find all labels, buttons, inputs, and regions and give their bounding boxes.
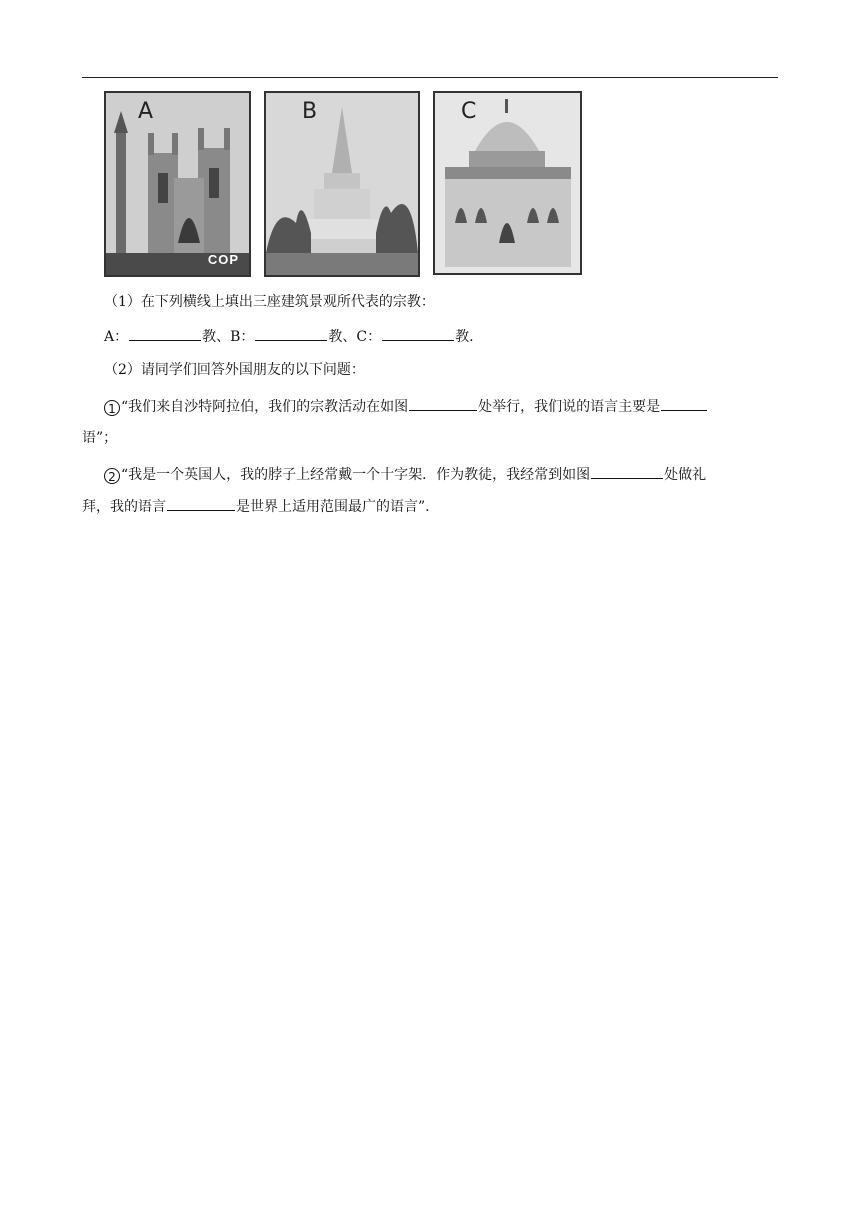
photo-a-church <box>104 91 251 277</box>
circled-number-2: 2 <box>104 468 120 484</box>
q2-item2-part3: 拜，我的语言 <box>82 499 166 515</box>
q2-item2-part4: 是世界上适用范围最广的语言”. <box>236 499 430 515</box>
q2-prompt-text: （2）请同学们回答外国朋友的以下问题： <box>104 362 365 378</box>
q1-suffix-b: 教、C： <box>328 329 382 345</box>
q2-prompt <box>104 360 804 380</box>
q1-answers <box>104 326 804 347</box>
blank-a-religion[interactable] <box>129 326 201 341</box>
q2-item1-part2: 处举行，我们说的语言主要是 <box>478 399 661 415</box>
q2-item2-line2 <box>82 496 782 517</box>
q1-suffix-a: 教、B： <box>202 329 255 345</box>
photo-c-mosque <box>433 91 582 275</box>
photo-b-letter: B <box>302 99 318 124</box>
blank-c-religion[interactable] <box>382 326 454 341</box>
mosque-illustration <box>435 93 580 273</box>
q2-item1-part3: 语”； <box>82 430 118 446</box>
blank-saudi-location[interactable] <box>409 396 477 411</box>
blank-b-religion[interactable] <box>255 326 327 341</box>
photo-b-pagoda <box>264 91 420 277</box>
q1-prompt-text: （1）在下列横线上填出三座建筑景观所代表的宗教： <box>104 294 435 310</box>
pagoda-illustration <box>266 93 418 275</box>
blank-uk-location[interactable] <box>591 464 663 479</box>
q2-item2-part1: “我是一个英国人，我的脖子上经常戴一个十字架．作为教徒，我经常到如图 <box>121 467 591 483</box>
blank-saudi-language[interactable] <box>661 396 707 411</box>
photo-a-caption: COP <box>207 252 239 267</box>
q2-item2-line1 <box>104 464 804 485</box>
q2-item1-line1 <box>104 396 804 417</box>
photo-c-letter: C <box>461 99 477 124</box>
q1-label-a: A： <box>104 329 129 345</box>
q2-item1-part1: “我们来自沙特阿拉伯，我们的宗教活动在如图 <box>121 399 409 415</box>
photo-a-letter: A <box>138 99 154 124</box>
church-illustration <box>106 93 249 275</box>
q1-prompt <box>104 292 804 312</box>
circled-number-1: 1 <box>104 400 120 416</box>
q2-item1-line2 <box>82 428 782 448</box>
blank-uk-language[interactable] <box>167 496 235 511</box>
header-rule <box>82 77 778 78</box>
q1-suffix-c: 教. <box>455 329 474 345</box>
q2-item2-part2: 处做礼 <box>664 467 707 483</box>
